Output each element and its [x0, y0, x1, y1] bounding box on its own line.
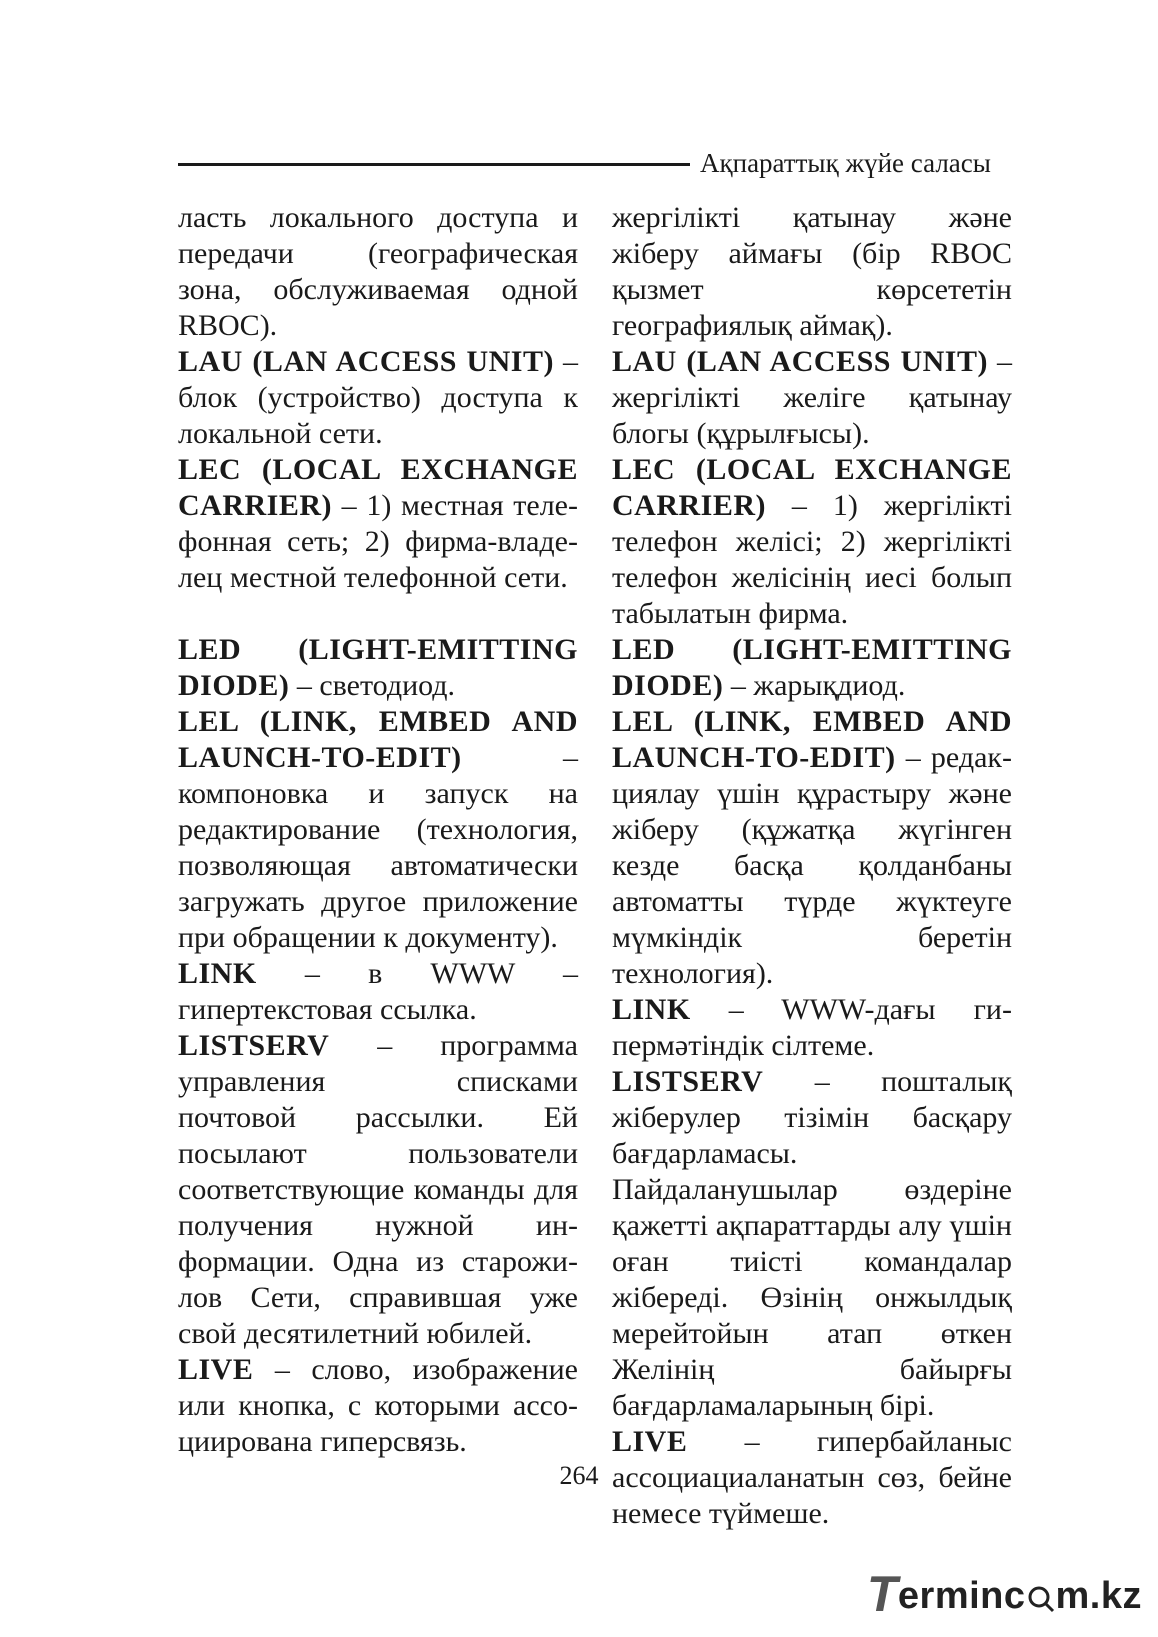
entry-separator: –: [461, 741, 578, 774]
watermark-initial: T: [866, 1566, 898, 1622]
entry-definition: жергілікті қатынау және жіберу аймағы (бір RBOC қызмет көрсететін географиялық аймақ).: [612, 201, 1012, 342]
entry-lel: [612, 704, 1012, 992]
entry-term: LEC (LOCAL EXCHANGE CARRIER): [178, 453, 578, 522]
entry-separator: –: [895, 741, 931, 774]
entry-definition: программа управления списками почтовой рассылки. Ей посылают пользователи соответствующие команды для получения нужной информации. Одна из старожилов Сети, справившая уже свой десятилетний юбилей.: [178, 1029, 578, 1350]
entry-lau: [612, 344, 1012, 452]
entry-term: LINK: [612, 993, 691, 1026]
entry-term: LIVE: [178, 1353, 254, 1386]
watermark-text-1: erminc: [897, 1575, 1026, 1617]
entry-lel: [178, 704, 578, 956]
entry-lec: [612, 452, 1012, 632]
header-rule: [178, 163, 690, 166]
entry-term: LAU (LAN ACCESS UNIT): [612, 345, 988, 378]
entry-definition: блок (устройство) доступа к локальной сети.: [178, 381, 578, 450]
entry-separator: –: [332, 489, 367, 522]
entry-separator: –: [766, 489, 833, 522]
entry-definition: WWW-дағы гипермәтіндік сілтеме.: [612, 993, 1012, 1062]
entry-link: [612, 992, 1012, 1064]
entry-live: [178, 1352, 578, 1460]
entry-definition: пошталық жіберулер тізімін басқару бағдарламасы. Пайдаланушылар өздеріне қажетті ақпараттарды алу үшін оған тиісті командалар жібереді. Өзінің онжылдық мерейтойын атап өткен Желінің байырғы бағдарламаларының бірі.: [612, 1065, 1012, 1422]
watermark-text-2: m.kz: [1055, 1575, 1142, 1617]
entry-link: [178, 956, 578, 1028]
entry-separator: –: [289, 669, 320, 702]
entry-definition: светодиод.: [319, 669, 456, 702]
entry-definition: гипербайланыс ассоциациаланатын сөз, бейне немесе түймеше.: [612, 1425, 1012, 1530]
entry-definition: 1) местная телефонная сеть; 2) фирма-владелец местной телефонной сети.: [178, 489, 578, 594]
entry-separator: –: [987, 345, 1012, 378]
entry-listserv: [178, 1028, 578, 1352]
entry-lau: [178, 344, 578, 452]
entry-term: LED (LIGHT-EMITTING DIODE): [612, 633, 1012, 702]
entry-term: LISTSERV: [178, 1029, 330, 1062]
entry-separator: –: [723, 669, 754, 702]
entry-definition: компоновка и запуск на редактирование (технология, позволяющая автоматически загружать другое приложение при обращении к документу).: [178, 777, 578, 954]
entry-lec: [178, 452, 578, 596]
entry-separator: –: [256, 957, 369, 990]
entry-definition: слово, изображение или кнопка, с которыми ассоциирована гиперсвязь.: [178, 1353, 578, 1458]
entry-led: [178, 632, 578, 704]
entry-definition: в WWW – гипертекстовая ссылка.: [178, 957, 578, 1026]
entry-term: LISTSERV: [612, 1065, 764, 1098]
entry-definition: ласть локального доступа и передачи (географическая зона, обслуживаемая одной RBOC).: [178, 201, 578, 342]
entry-definition: жергілікті желіге қатынау блогы (құрылғысы).: [612, 381, 1012, 450]
entry-term: LEL (LINK, EMBED AND LAUNCH-TO-EDIT): [178, 705, 578, 774]
entry-term: LEL (LINK, EMBED AND LAUNCH-TO-EDIT): [612, 705, 1012, 774]
entry-definition: редакциялау үшін құрастыру және жіберу (құжатқа жүгінген кезде басқа қолданбаны автоматты түрде жүктеуге мүмкіндік беретін технология).: [612, 741, 1012, 990]
entry-separator: –: [687, 1425, 817, 1458]
entry-separator: –: [553, 345, 578, 378]
entry-continuation: [178, 200, 578, 344]
entry-continuation: [612, 200, 1012, 344]
entry-led: [612, 632, 1012, 704]
entry-separator: –: [329, 1029, 441, 1062]
site-watermark: [867, 1565, 1142, 1623]
entry-separator: –: [690, 993, 782, 1026]
entry-term: LINK: [178, 957, 257, 990]
running-header: Ақпараттық жүйе саласы: [700, 148, 991, 178]
entry-term: LED (LIGHT-EMITTING DIODE): [178, 633, 578, 702]
entry-term: LEC (LOCAL EXCHANGE CARRIER): [612, 453, 1012, 522]
entry-listserv: [612, 1064, 1012, 1424]
entry-definition: 1) жергілікті телефон желісі; 2) жергілікті телефон желісінің иесі болып табылатын фирма.: [612, 489, 1012, 630]
entry-term: LAU (LAN ACCESS UNIT): [178, 345, 554, 378]
left-column-russian: [178, 200, 578, 1460]
right-column-kazakh: [612, 200, 1012, 1532]
magnifier-icon: [1026, 1583, 1056, 1613]
entry-term: LIVE: [612, 1425, 688, 1458]
page-number: 264: [559, 1461, 599, 1490]
entry-definition: жарықдиод.: [753, 669, 906, 702]
entry-separator: –: [763, 1065, 882, 1098]
entry-separator: –: [253, 1353, 312, 1386]
